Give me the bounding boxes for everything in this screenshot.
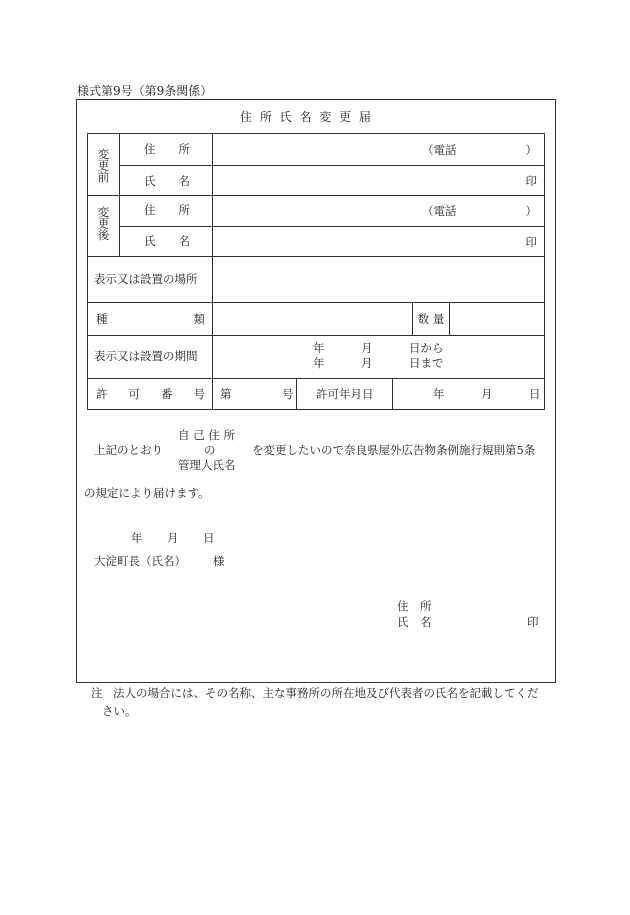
statement-suffix: を変更したいので奈良県屋外広告物条例施行規則第5条	[252, 443, 536, 457]
permit-number-char-1: 許	[96, 387, 108, 401]
after-name-label-cell	[120, 227, 213, 257]
quantity-field[interactable]	[450, 303, 545, 336]
permit-no-divider	[296, 379, 297, 409]
permit-date-divider	[392, 379, 393, 409]
period-field[interactable]	[213, 336, 545, 379]
permit-no-suffix: 号	[282, 387, 294, 401]
before-group-cell	[88, 134, 120, 196]
before-address-label-cell	[120, 134, 213, 166]
period-label-cell	[88, 336, 213, 379]
period-from-month: 月	[361, 341, 373, 355]
after-address-field[interactable]	[213, 196, 545, 227]
before-name-label-cell	[120, 166, 213, 196]
before-address-field[interactable]	[213, 134, 545, 166]
applicant-name-label: 氏 名	[397, 615, 432, 629]
type-label-char-2: 類	[193, 312, 205, 326]
period-label: 表示又は設置の期間	[94, 349, 198, 363]
permit-date-year: 年	[433, 387, 445, 401]
type-label-char-1: 種	[96, 312, 108, 326]
quantity-label: 数 量	[417, 312, 445, 326]
after-seal: 印	[525, 234, 538, 249]
permit-row-field	[213, 379, 545, 410]
after-address-label: 住 所	[144, 203, 190, 217]
location-label-cell	[88, 257, 213, 303]
note-line1: 法人の場合には、その名称、主な事務所の所在地及び代表者の氏名を記載してくだ	[113, 686, 539, 700]
permit-date-month: 月	[481, 387, 493, 401]
permit-number-label-cell	[88, 379, 213, 410]
before-name-label: 氏 名	[144, 174, 190, 188]
period-to-year: 年	[313, 356, 325, 370]
permit-date-day: 日	[529, 387, 541, 401]
form-table	[87, 133, 545, 410]
after-group-cell	[88, 196, 120, 257]
type-field[interactable]	[213, 303, 413, 336]
addressee: 大淀町長（氏名）	[94, 554, 186, 568]
permit-date-label: 許可年月日	[316, 387, 374, 401]
statement-option-bottom: 管理人氏名	[178, 458, 236, 472]
applicant-seal: 印	[527, 615, 539, 629]
permit-number-char-4: 号	[193, 387, 205, 401]
after-address-label-cell	[120, 196, 213, 227]
period-to-day: 日まで	[409, 356, 444, 370]
period-to-month: 月	[361, 356, 373, 370]
form-title: 住 所 氏 名 変 更 届	[240, 110, 373, 124]
statement-option-mid: の	[204, 443, 216, 457]
addressee-honorific: 様	[213, 554, 225, 568]
applicant-address-label: 住 所	[397, 599, 432, 613]
before-name-field[interactable]	[213, 166, 545, 196]
period-from-day: 日から	[409, 341, 444, 355]
submission-month: 月	[167, 531, 179, 545]
quantity-label-cell	[413, 303, 450, 336]
form-number: 様式第9号（第9条関係）	[77, 84, 213, 98]
location-label: 表示又は設置の場所	[94, 272, 198, 286]
after-group-label: 変更後	[96, 206, 111, 241]
permit-number-char-3: 番	[161, 387, 173, 401]
before-seal: 印	[525, 173, 538, 188]
statement-option-top: 自 己 住 所	[178, 428, 235, 442]
location-field[interactable]	[213, 257, 545, 303]
note-line2: さい。	[102, 704, 137, 718]
after-name-label: 氏 名	[144, 234, 190, 248]
note-marker: 注	[91, 686, 103, 700]
statement-prefix: 上記のとおり	[94, 443, 163, 457]
permit-no-prefix: 第	[220, 387, 232, 401]
type-label-cell	[88, 303, 213, 336]
after-phone-label: （電話 ）	[422, 204, 538, 218]
permit-number-label	[88, 386, 212, 402]
before-group-label: 変更前	[96, 148, 111, 183]
before-phone-label: （電話 ）	[422, 142, 538, 157]
type-label	[88, 311, 212, 327]
before-address-label: 住 所	[144, 142, 190, 156]
submission-day: 日	[203, 531, 215, 545]
submission-year: 年	[131, 531, 143, 545]
permit-number-char-2: 可	[128, 387, 140, 401]
after-name-field[interactable]	[213, 227, 545, 257]
period-from-year: 年	[313, 341, 325, 355]
statement-line2: の規定により届けます。	[84, 486, 210, 500]
